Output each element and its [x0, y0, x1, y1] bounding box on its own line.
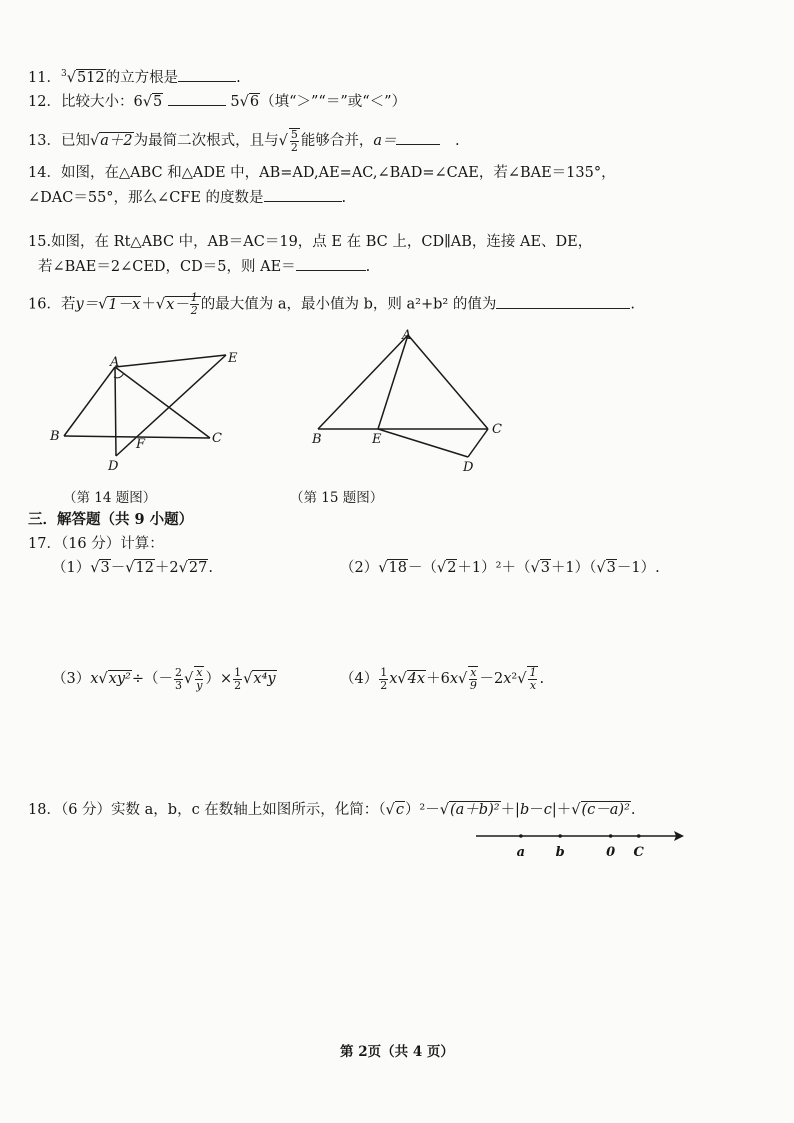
question-11: 11．$^3$√512的立方根是 . [28, 64, 241, 88]
number-line-tick [519, 834, 523, 838]
number-line-tick [558, 834, 562, 838]
point-E-label: E [228, 351, 238, 366]
question-14-line1: 14．如图，在△ABC 和△ADE 中，AB=AD,AE=AC,∠BAD=∠CAE，若∠BAE＝135°， [28, 165, 616, 181]
number-line-label: 0 [606, 845, 616, 860]
point-B-label: B [50, 429, 60, 444]
point-B-label: B [312, 432, 322, 447]
point-E-label: E [372, 432, 382, 447]
point-F-label: F [136, 437, 146, 452]
point-C-label: C [492, 422, 502, 437]
answer-blank[interactable] [296, 256, 366, 271]
question-16: 16．若y＝√1－x＋√x－ $\frac{1}{2}$ 的最大值为 a，最小值为 b，则 a²+b² 的值为 . [28, 291, 635, 317]
question-17-part3: （3）x√xy²÷（－ $\frac{2}{3}$ √ $\frac{x}{y}$ ）× $\frac{1}{2}$ √x⁴y [52, 665, 276, 692]
figure-14-caption: （第 14 题图） [63, 490, 157, 506]
number-line-tick [609, 834, 613, 838]
figure-15-caption: （第 15 题图） [290, 490, 384, 506]
question-17-part4: （4） $\frac{1}{2}$ x√4x＋6x√ $\frac{x}{9}$ －2x²√ $\frac{1}{x}$ . [340, 665, 545, 692]
question-17-header: 17．（16 分）计算： [28, 536, 164, 552]
number-line-label: b [555, 845, 565, 860]
answer-blank[interactable] [496, 294, 630, 309]
question-14-line2: ∠DAC＝55°，那么∠CFE 的度数是 . [28, 187, 346, 208]
question-18: 18．（6 分）实数 a，b，c 在数轴上如图所示，化简：（√c）²－√(a＋b)²＋|b－c|＋√(c－a)². [28, 802, 636, 818]
answer-blank[interactable] [178, 67, 236, 82]
question-17-part2: （2）√18－（√2＋1）²＋（√3＋1）（√3－1）. [340, 560, 660, 576]
point-A-label: A [110, 355, 120, 370]
number-line-label: C [633, 845, 644, 860]
figure-15 [300, 325, 520, 475]
figure-14 [40, 340, 260, 480]
number-line-label: a [516, 845, 526, 860]
answer-blank[interactable] [168, 91, 226, 106]
point-A-label: A [402, 328, 412, 343]
question-15-line2: 若∠BAE＝2∠CED，CD＝5，则 AE＝ . [38, 256, 370, 277]
point-D-label: D [108, 459, 119, 474]
question-17-part1: （1）√3－√12＋2√27. [52, 560, 213, 576]
number-line [470, 826, 690, 860]
section-title: 三．解答题（共 9 小题） [28, 511, 194, 528]
point-C-label: C [212, 431, 222, 446]
point-D-label: D [463, 460, 474, 475]
question-13: 13．已知√a＋2为最简二次根式，且与√ $\frac{5}{2}$ 能够合并，a＝ . [28, 128, 460, 154]
answer-blank[interactable] [396, 130, 440, 145]
answer-blank[interactable] [264, 187, 342, 202]
page-footer: 第 2页（共 4 页） [340, 1044, 454, 1060]
question-15-line1: 15.如图，在 Rt△ABC 中，AB＝AC＝19，点 E 在 BC 上，CD∥AB，连接 AE、DE， [28, 234, 593, 250]
number-line-tick [637, 834, 641, 838]
question-12: 12．比较大小：6√5 5√6（填“＞”“＝”或“＜”） [28, 91, 406, 112]
